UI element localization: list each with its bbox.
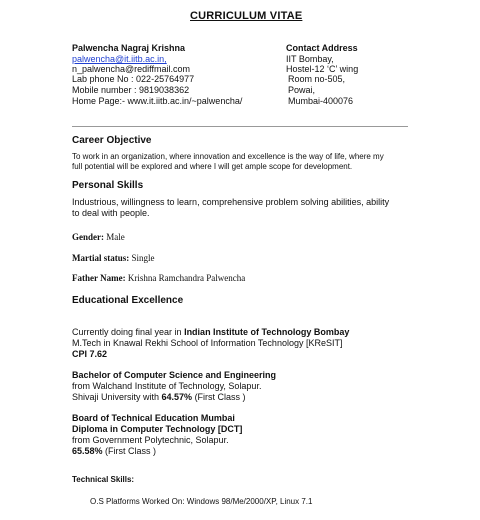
mtech-prefix: Currently doing final year in: [72, 327, 185, 337]
contact-line: Room no-505,: [288, 74, 346, 84]
marital-label: Martial status:: [72, 253, 130, 263]
be-institute: from Walchand Institute of Technology, Solapur.: [72, 381, 262, 391]
dct-class: (First Class ): [102, 446, 157, 456]
career-objective-text: To work in an organization, where innovation and excellence is the way of life, where my: [72, 152, 384, 161]
candidate-name: Palwencha Nagraj Krishna: [72, 43, 186, 53]
dct-percent: 65.58%: [72, 446, 103, 456]
be-title: Bachelor of Computer Science and Engineering: [72, 370, 277, 380]
dct-result: [72, 446, 156, 457]
lab-phone: Lab phone No : 022-25764977: [72, 74, 195, 84]
email-secondary: n_palwencha@rediffmail.com: [72, 64, 191, 74]
be-class: (First Class ): [192, 392, 246, 402]
dct-title: Diploma in Computer Technology [DCT]: [72, 424, 243, 434]
contact-line: Mumbai-400076: [288, 96, 354, 106]
marital-value: Single: [131, 253, 155, 263]
dct-board: Board of Technical Education Mumbai: [72, 413, 235, 423]
email-link-primary[interactable]: palwencha@it.iitb.ac.in,: [72, 54, 167, 64]
contact-heading: Contact Address: [286, 43, 358, 53]
career-objective-heading: Career Objective: [72, 135, 152, 146]
gender-label: Gender:: [72, 232, 104, 242]
os-platforms: O.S Platforms Worked On: Windows 98/Me/2000/XP, Linux 7.1: [90, 497, 313, 506]
be-university-prefix: Shivaji University with: [72, 392, 162, 402]
father-label: Father Name:: [72, 273, 126, 283]
home-page: Home Page:- www.it.iitb.ac.in/~palwencha/: [72, 96, 243, 106]
dct-institute: from Government Polytechnic, Solapur.: [72, 435, 229, 445]
gender-value: Male: [106, 232, 125, 242]
personal-skills-text: Industrious, willingness to learn, comprehensive problem solving abilities, ability: [72, 197, 390, 207]
be-percent: 64.57%: [161, 392, 193, 402]
contact-line: Hostel-12 ‘C’ wing: [286, 64, 359, 74]
gender-row: [72, 232, 125, 243]
be-university: [72, 392, 246, 403]
mtech-institute: Indian Institute of Technology Bombay: [184, 327, 350, 337]
page-title: CURRICULUM VITAE: [190, 10, 303, 22]
personal-skills-heading: Personal Skills: [72, 180, 144, 191]
mtech-program: M.Tech in Knawal Rekhi School of Information Technology [KReSIT]: [72, 338, 343, 348]
father-row: [72, 273, 245, 284]
father-value: Krishna Ramchandra Palwencha: [127, 273, 246, 283]
marital-row: [72, 253, 155, 264]
personal-skills-text: to deal with people.: [72, 208, 150, 218]
mtech-cpi: CPI 7.62: [72, 349, 108, 359]
mobile-number: Mobile number : 9819038362: [72, 85, 190, 95]
technical-skills-heading: Technical Skills:: [72, 475, 135, 484]
career-objective-text: full potential will be explored and where I will get ample scope for development.: [72, 162, 353, 171]
education-heading: Educational Excellence: [72, 295, 184, 306]
contact-line: Powai,: [288, 85, 316, 95]
contact-line: IIT Bombay,: [286, 54, 334, 64]
section-divider: [72, 126, 408, 127]
mtech-line: [72, 327, 349, 338]
